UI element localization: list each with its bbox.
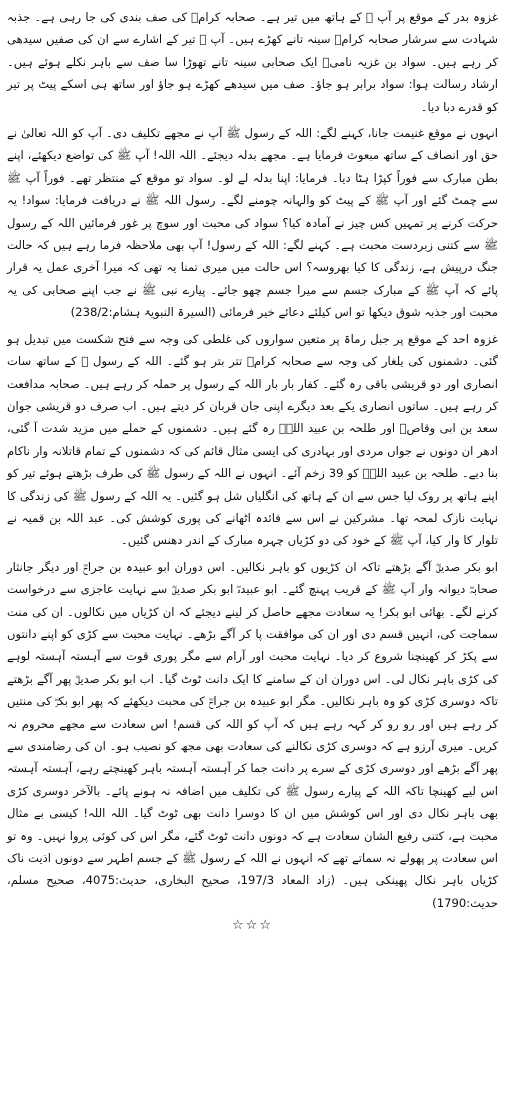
paragraph-uhud-battle: غزوہ احد کے موقع پر جبل رماۃ پر متعین سواروں کی غلطی کی وجہ سے فتح شکست میں تبدیل ہو گئی۔ دشمنوں کی یلغار کی وجہ سے صحابہ کرامؓ تتر بتر ہو گئے۔ اللہ کے رسول ﷺ کے ساتھ سات انصاری اور دو قریشی باقی رہ گئے۔ کفار بار بار اللہ کے رسول پر حملہ کر رہے ہیں۔ صحابہ مدافعت کر رہے ہیں۔ ساتوں انصاری یکے بعد دیگرے اپنی جان قربان کر دیتے ہیں۔ اب صرف دو قریشی جوان سعد بن ابی وقاصؓ اور طلحہ بن عبید اللہؓ رہ گئے ہیں۔ دشمنوں کے حملے میں مزید شدت آ گئی، ادھر ان دونوں نے جواں مردی اور بہادری کی ایسی مثال قائم کی کہ دشمنوں کے تمام قاتلانہ وار ناکام بنا دیے۔ طلحہ بن عبید اللہؓ کو 39 زخم آئے۔ انہوں نے اللہ کے رسول ﷺ کی طرف بڑھتے ہوئے تیر کو اپنے ہاتھ پر روک لیا جس سے ان کے ہاتھ کی انگلیاں شل ہو گئیں۔ یہ اللہ کے رسول ﷺ کی زندگی کا نہایت نازک لمحہ تھا۔ مشرکین نے اس سے فائدہ اٹھانے کی پوری کوشش کی۔ عبد اللہ بن قمیہ نے تلوار کا وار کیا، آپ ﷺ کے خود کی دو کڑیاں چہرہ مبارک کے اندر دھنس گئیں۔ [7, 331, 498, 548]
paragraph-abu-ubaidah: ابو بکر صدیقؓ آگے بڑھتے تاکہ ان کڑیوں کو باہر نکالیں۔ اس دوران ابو عبیدہ بن جراحؓ اور دیگر جانثار صحابہؓ دیوانہ وار آپ ﷺ کے قریب پہنچ گئے۔ ابو عبیدہؓ ابو بکر صدیقؓ سے نہایت عاجزی سے درخواست کرنے لگے۔ بھائی ابو بکر! یہ سعادت مجھے حاصل کر لینے دیجئے کہ ان کڑیاں میں نکالوں۔ ان کی منت سماجت کی، انہیں قسم دی اور ان کی موافقت پا کر آگے بڑھے۔ نہایت محبت سے کڑی کو اپنے دانتوں سے پکڑ کر کھینچنا شروع کر دیا۔ نہایت محبت اور آرام سے مگر پوری قوت سے آہستہ آہستہ لوہے کی کڑی باہر نکال لی۔ اس دوران ان کے سامنے کا ایک دانت ٹوٹ گیا۔ اب ابو بکر صدیقؓ پھر آگے بڑھتے تاکہ دوسری کڑی کو وہ باہر نکالیں۔ مگر ابو عبیدہ بن جراحؓ کی محبت دیکھئے کہ پھر ابو بکرؓ کی منتیں کر رہے ہیں اور رو رو کر کہہ رہے ہیں کہ آپ کو اللہ کی قسم! اس سعادت سے مجھے محروم نہ کریں۔ میری آرزو ہے کہ دوسری کڑی نکالنے کی سعادت بھی مجھ کو نصیب ہو۔ ان کی رضامندی سے پھر آگے بڑھے اور دوسری کڑی کے سرے پر دانت جما کر آہستہ آہستہ باہر کھینچتے رہے، آہستہ آہستہ اس لیے کھینچا تاکہ اللہ کے پیارے رسول ﷺ کی تکلیف میں اضافہ نہ ہونے پائے۔ بالآخر دوسری کڑی بھی باہر نکال دی اور اس کوشش میں ان کا دوسرا دانت بھی ٹوٹ گیا۔ اللہ اللہ! کیسی بے مثال محبت ہے، کتنی رفیع الشان سعادت ہے کہ دونوں دانت ٹوٹ گئے، مگر اس کی کوئی پروا نہیں۔ وہ تو اس سعادت پر پھولے نہ سماتے تھے کہ انہوں نے اللہ کے رسول ﷺ کے جسم اطہر سے دونوں اذیت ناک کڑیاں باہر نکال پھینکی ہیں۔ (زاد المعاد 197/3، صحیح البخاری، حدیث:4075، صحیح مسلم، حدیث:1790) [7, 559, 498, 910]
paragraph-sawad-love: انہوں نے موقع غنیمت جانا، کہنے لگے: اللہ کے رسول ﷺ آپ نے مجھے تکلیف دی۔ آپ کو اللہ تعالیٰ نے حق اور انصاف کے ساتھ مبعوث فرمایا ہے۔ مجھے بدلہ دیجئے۔ اللہ اللہ! آپ ﷺ کی تواضع دیکھئے، اپنے بطن مبارک سے فوراً کپڑا ہٹا دیا۔ فرمایا: اپنا بدلہ لے لو۔ سواد تو موقع کے منتظر تھے۔ فوراً آپ ﷺ سے چمٹ گئے اور آپ ﷺ کے پیٹ کو والہانہ چومنے لگے۔ رسول اللہ ﷺ نے دریافت فرمایا: سواد! یہ حرکت کرنے پر تمہیں کس چیز نے آمادہ کیا؟ سواد کی محبت اور سوچ پر غور فرمائیں اللہ کے رسول ﷺ سے کتنی زبردست محبت ہے۔ کہنے لگے: اللہ کے رسول! آپ بھی ملاحظہ فرما رہے ہیں کہ حالت جنگ درپیش ہے، زندگی کا کیا بھروسہ؟ اس حالت میں میری تمنا یہ تھی کہ میرا آخری عمل یہ قرار پائے کہ آپ ﷺ کے مبارک جسم سے میرا جسم چھو جائے۔ پیارے نبی ﷺ نے جب اپنے صحابی کی یہ محبت اور جذبہ شوق دیکھا تو اس کیلئے دعائے خیر فرمائی (السیرۃ النبویۃ ہشام:238/2) [7, 126, 498, 320]
paragraph-badr-sawad: غزوہ بدر کے موقع پر آپ ﷺ کے ہاتھ میں تیر ہے۔ صحابہ کرامؓ کی صف بندی کی جا رہی ہے۔ جذبہ شہادت سے سرشار صحابہ کرامؓ سینہ تانے کھڑے ہیں۔ آپ ﷺ تیر کے اشارے سے ان کی صفیں سیدھی کر رہے ہیں۔ سواد بن غزیہ نامیؓ ایک صحابی سینہ تانے تھوڑا سا صف سے باہر نکلے ہوئے ہیں۔ ارشاد رسالت ہوا: سواد برابر ہو جاؤ۔ صف میں سیدھے کھڑے ہو جاؤ اور ساتھ ہی اسکے پیٹ پر تیر کو قدرے دبا دیا۔ [7, 10, 498, 114]
section-divider-stars: ☆☆☆ [232, 918, 273, 934]
